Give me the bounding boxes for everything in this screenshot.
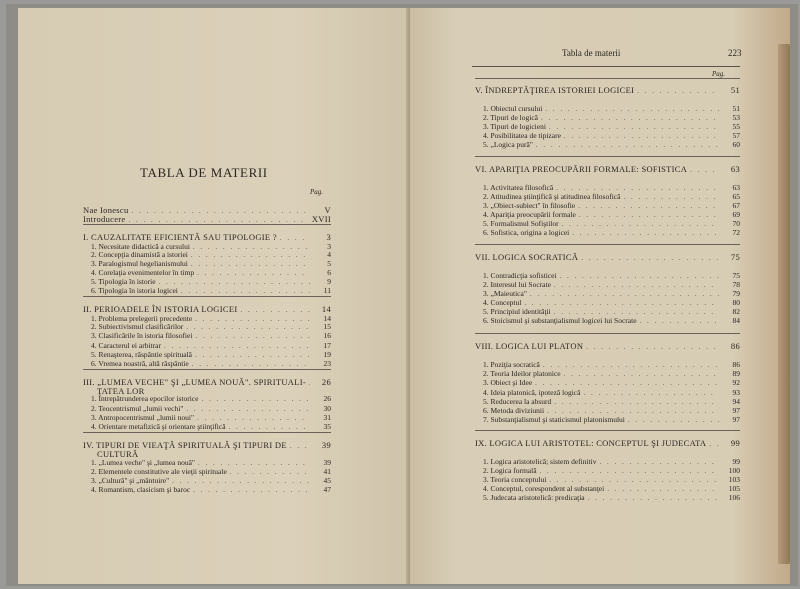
toc-entry-text: 5. Renaşterea, răspântie spirituală [91, 350, 193, 359]
section-rule [83, 432, 331, 433]
toc-entry-text: 2. Subiectivismul clasificărilor [91, 322, 184, 331]
dot-leader [637, 86, 719, 96]
toc-entry-text: 1. Problema prelegerii precedente [91, 314, 193, 323]
toc-entry-text: 3. Obiect şi Idee [483, 378, 533, 387]
dot-leader [128, 215, 308, 225]
toc-entry-text: 2. Interesul lui Socrate [483, 280, 551, 289]
toc-entry-text: 1. Întrepătrunderea epocilor istorice [91, 394, 199, 403]
toc-page-number: 97 [732, 406, 740, 415]
toc-entry-text: 5. Reducerea la absurd [483, 397, 552, 406]
toc-front-entry [83, 214, 331, 225]
page-number: 223 [728, 48, 742, 58]
toc-entry-text: 4. Romantism, clasicism şi baroc [91, 485, 191, 494]
toc-page-number: V [324, 205, 331, 215]
toc-entry-text: 5. „Logica pură" [483, 140, 533, 149]
toc-entry-text: 4. Caracterul ei arbitrar [91, 341, 161, 350]
toc-subentry [483, 316, 740, 326]
toc-chapter [475, 252, 740, 263]
section-rule [475, 156, 740, 157]
toc-page-number: 57 [732, 131, 740, 140]
dot-leader [709, 439, 719, 449]
section-rule [83, 369, 331, 370]
toc-entry-text: 2. Logica formală [483, 466, 537, 475]
toc-entry-text: 4. Apariţia preocupării formale [483, 210, 576, 219]
toc-subentry [91, 359, 331, 369]
toc-entry-text: 1. Necesitate didactică a cursului [91, 242, 190, 251]
toc-page-number: 26 [323, 394, 331, 403]
dot-leader [181, 286, 310, 296]
toc-subentry [483, 140, 740, 150]
toc-entry-text: 5. Principiul identităţii [483, 307, 551, 316]
toc-subentry [91, 485, 331, 495]
toc-entry-text: 3. Antropocentrismul „lumii noui" [91, 413, 195, 422]
toc-entry-text: 1. Obiectul cursului [483, 104, 543, 113]
dot-leader [690, 165, 719, 175]
dot-leader [628, 415, 719, 425]
dot-leader [309, 378, 310, 388]
toc-entry-text: 4. Posibilitatea de tipizare [483, 131, 561, 140]
toc-entry-text: 2. Elementele constitutive ale vieţii spirituale [91, 467, 227, 476]
toc-page-number: 75 [732, 271, 740, 280]
dot-leader [640, 316, 719, 326]
toc-entry-text: 1. Poziţia socratică [483, 360, 540, 369]
toc-page-number: 41 [323, 467, 331, 476]
dot-leader [536, 140, 719, 150]
toc-entry-text: 4. Conceptul [483, 298, 522, 307]
toc-page-number: 26 [321, 377, 331, 387]
toc-entry-text: 5. Formalismul Sofiştilor [483, 219, 559, 228]
toc-entry-text: 4. Orientare metafizică şi orientare ştiinţifică [91, 422, 226, 431]
toc-page-number: 93 [732, 388, 740, 397]
page-edge [778, 44, 790, 564]
toc-chapter [475, 164, 740, 175]
toc-page-number: 100 [728, 466, 740, 475]
toc-entry-text: 1. Logica aristotelică; sistem definitiv [483, 457, 597, 466]
toc-page-number: 15 [323, 322, 331, 331]
toc-page-number: 31 [323, 413, 331, 422]
dot-leader [535, 378, 719, 388]
toc-entry-text: 6. Metoda diviziunii [483, 406, 545, 415]
toc-entry-text: 4. Corelaţia evenimentelor în timp [91, 268, 195, 277]
toc-page-number: 84 [732, 316, 740, 325]
toc-entry-text: 6. Stoicismul şi substanţialismul logicei lui Socrate [483, 316, 637, 325]
toc-entry-text: VI. APARIŢIA PREOCUPĂRII FORMALE: SOFISTICA [475, 164, 688, 174]
toc-entry-text: 2. Teoria Ideilor platonice [483, 369, 561, 378]
section-rule [83, 296, 331, 297]
running-head: Tabla de materii [562, 48, 621, 58]
header-rule [472, 66, 740, 67]
toc-page-number: 89 [732, 369, 740, 378]
toc-page-number: 11 [323, 286, 331, 295]
toc-page-number: 63 [732, 183, 740, 192]
toc-entry-text: II. PERIOADELE ÎN ISTORIA LOGICEI [83, 304, 238, 314]
toc-entry-text: 6. Tipologia în istoria logicei [91, 286, 178, 295]
toc-page-number: 99 [732, 457, 740, 466]
toc-page-number: XVII [311, 214, 331, 224]
toc-page-number: 30 [323, 404, 331, 413]
toc-subentry [483, 415, 740, 425]
toc-page-number: 35 [323, 422, 331, 431]
toc-entry-text: IV. TIPURI DE VIEAŢĂ SPIRITUALĂ ŞI TIPURI DE [83, 440, 287, 450]
toc-page-number: 19 [323, 350, 331, 359]
toc-entry-text: 6. Sofistica, origina a logicei [483, 228, 570, 237]
toc-subentry [91, 422, 331, 432]
toc-entry-text: VII. LOGICA SOCRATICĂ [475, 252, 579, 262]
toc-entry-text: 2. Concepţia dinamistă a istoriei [91, 250, 188, 259]
toc-entry-text: I. CAUZALITATE EFICIENTĂ SAU TIPOLOGIE ? [83, 232, 277, 242]
toc-entry-text: 3. „Cultură" şi „mântuire" [91, 476, 170, 485]
toc-entry-text: 6. Vremea noastră, altă răspântie [91, 359, 189, 368]
toc-subentry [483, 228, 740, 238]
toc-page-number: 94 [732, 397, 740, 406]
toc-entry-text: Nae Ionescu [83, 205, 129, 215]
toc-page-number: 78 [732, 280, 740, 289]
dot-leader [572, 228, 719, 238]
toc-page-number: 80 [732, 298, 740, 307]
toc-page-number: 39 [323, 458, 331, 467]
toc-entry-text: 7. Substanţialismul şi staticismul platonismului [483, 415, 625, 424]
toc-page-number: 3 [327, 242, 331, 251]
section-rule [475, 78, 740, 79]
pag-label: Pag. [310, 188, 324, 196]
toc-subentry [483, 493, 740, 503]
toc-page-number: 82 [732, 307, 740, 316]
toc-subentry [91, 331, 331, 341]
toc-page-number: 70 [732, 219, 740, 228]
toc-subentry [91, 286, 331, 296]
toc-page-number: 23 [323, 359, 331, 368]
toc-page-number: 86 [732, 360, 740, 369]
toc-page-number: 4 [327, 250, 331, 259]
toc-page-number: 105 [728, 484, 740, 493]
dot-leader [290, 441, 310, 451]
toc-entry-text: IX. LOGICA LUI ARISTOTEL: CONCEPTUL ŞI JUDECATA [475, 438, 707, 448]
dot-leader [193, 485, 310, 495]
toc-chapter-continuation: TATEA LOR [97, 386, 145, 396]
toc-entry-text: Introducere [83, 214, 126, 224]
toc-page-number: 97 [732, 415, 740, 424]
toc-page-number: 65 [732, 192, 740, 201]
section-rule [475, 430, 740, 431]
toc-page-number: 14 [321, 304, 331, 314]
toc-entry-text: 3. Clasificările în istoria filosofiei [91, 331, 193, 340]
toc-page-number: 99 [730, 438, 740, 448]
toc-page-number: 67 [732, 201, 740, 210]
toc-entry-text: III. „LUMEA VECHE" ŞI „LUMEA NOUĂ". SPIRITUALI- [83, 377, 306, 387]
toc-page-number: 47 [323, 485, 331, 494]
toc-chapter [475, 438, 740, 449]
section-rule [475, 333, 740, 334]
toc-page-number: 60 [732, 140, 740, 149]
toc-entry-text: 5. Judecata aristotelică: predicaţia [483, 493, 585, 502]
toc-page-number: 53 [732, 113, 740, 122]
toc-entry-text: 1. Activitatea filosofică [483, 183, 554, 192]
toc-entry-text: V. ÎNDREPTĂŢIREA ISTORIEI LOGICEI [475, 85, 635, 95]
toc-entry-text: 2. Tipuri de logică [483, 113, 539, 122]
toc-page-number: 5 [327, 259, 331, 268]
toc-subentry [91, 394, 331, 404]
toc-page-number: 72 [732, 228, 740, 237]
dot-leader [201, 394, 310, 404]
toc-entry-text: VIII. LOGICA LUI PLATON [475, 341, 584, 351]
toc-page-number: 63 [730, 164, 740, 174]
toc-page-number: 14 [323, 314, 331, 323]
toc-page-number: 86 [730, 341, 740, 351]
dot-leader [581, 253, 719, 263]
toc-entry-text: 5. Tipologia în istorie [91, 277, 156, 286]
toc-entry-text: 1. „Lumea veche" şi „lumea nouă" [91, 458, 195, 467]
toc-page-number: 6 [327, 268, 331, 277]
toc-page-number: 45 [323, 476, 331, 485]
toc-chapter [475, 85, 740, 96]
toc-entry-text: 3. Paralogismul hegelianismului [91, 259, 188, 268]
toc-chapter [475, 341, 740, 352]
toc-entry-text: 1. Contradicţia sofisticei [483, 271, 557, 280]
dot-leader [588, 493, 719, 503]
toc-page-number: 106 [728, 493, 740, 502]
toc-page-number: 69 [732, 210, 740, 219]
toc-entry-text: 4. Conceptul, corespondent al substanţei [483, 484, 605, 493]
toc-page-number: 3 [326, 232, 331, 242]
toc-entry-text: 2. Teocentrismul „lumii vechi" [91, 404, 184, 413]
toc-page-number: 51 [730, 85, 740, 95]
toc-title: TABLA DE MATERII [140, 165, 268, 180]
toc-page-number: 51 [732, 104, 740, 113]
toc-entry-text: 4. Ideia platonică, ipoteză logică [483, 388, 581, 397]
dot-leader [195, 331, 310, 341]
toc-entry-text: 3. „Obiect-subiect" în filosofie [483, 201, 576, 210]
toc-subentry [483, 378, 740, 388]
toc-chapter-continuation: CULTURĂ [97, 449, 139, 459]
toc-entry-text: 3. Teoria conceptului [483, 475, 547, 484]
toc-page-number: 75 [730, 252, 740, 262]
toc-page-number: 55 [732, 122, 740, 131]
section-rule [475, 244, 740, 245]
toc-page-number: 17 [323, 341, 331, 350]
pag-label: Pag. [712, 70, 726, 78]
toc-page-number: 9 [327, 277, 331, 286]
dot-leader [586, 342, 719, 352]
toc-entry-text: 3. Tipuri de logicieni [483, 122, 546, 131]
toc-page-number: 92 [732, 378, 740, 387]
toc-page-number: 79 [732, 289, 740, 298]
toc-page-number: 39 [321, 440, 331, 450]
dot-leader [229, 422, 310, 432]
toc-entry-text: 3. „Maieutica" [483, 289, 527, 298]
dot-leader [192, 359, 310, 369]
toc-page-number: 103 [728, 475, 740, 484]
toc-entry-text: 2. Atitudinea ştiinţifică şi atitudinea filosofică [483, 192, 621, 201]
toc-page-number: 16 [323, 331, 331, 340]
